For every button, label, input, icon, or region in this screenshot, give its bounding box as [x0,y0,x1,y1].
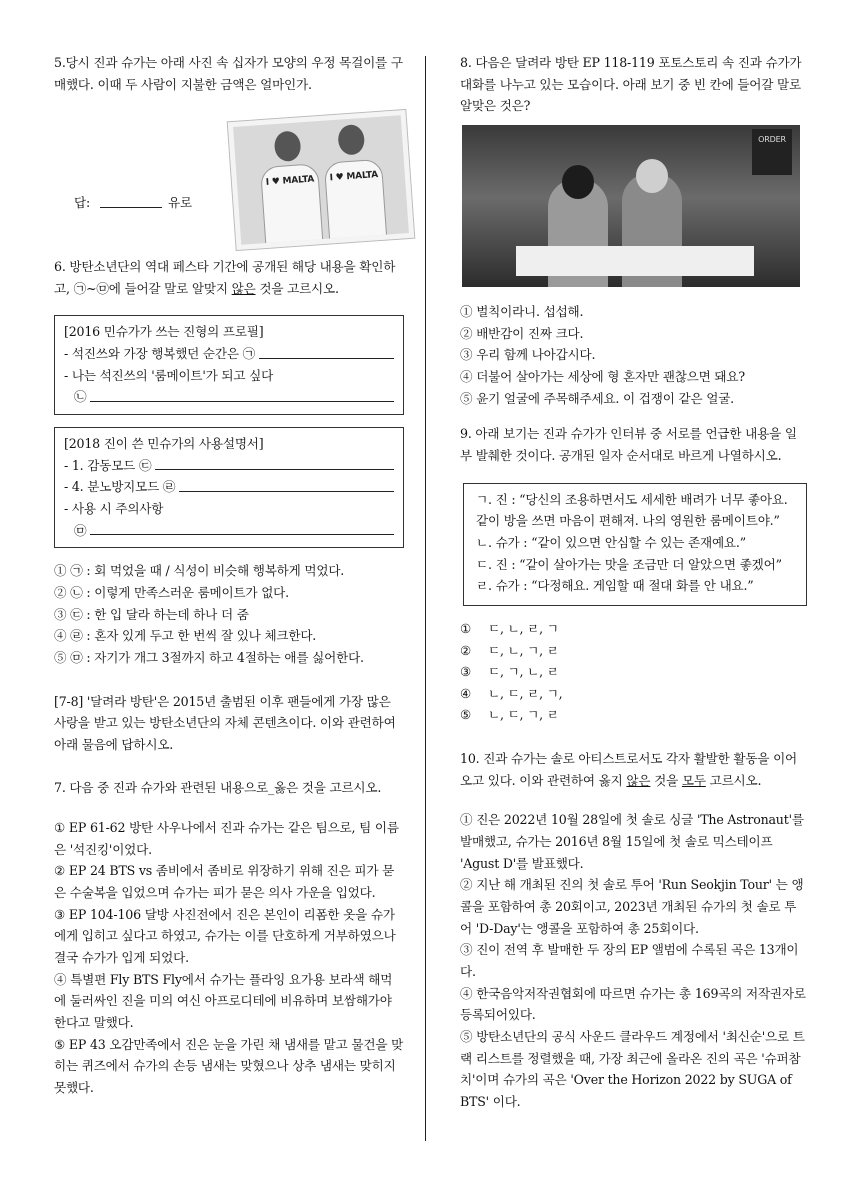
blank-line [90,387,394,402]
quote-box [463,483,807,606]
box-line: - 나는 석진쓰의 '룸메이트'가 되고 싶다 [64,367,274,383]
photo-shirt-text: I ♥ MALTA [324,159,388,245]
quote: ㄱ. 진 : “당신의 조용하면서도 세세한 배려가 너무 좋아요. 같이 방을 쓰면 마음이 편해져. 나의 영원한 룸메이트야.” [476,491,788,529]
box-line: - 석진쓰와 가장 행복했던 순간은 ㉠ [64,345,256,361]
question-6-option[interactable]: ② ㉡ : 이렇게 만족스러운 룸메이트가 없다. [54,584,289,600]
box-title: [2016 민슈가가 쓰는 진형의 프로필] [64,324,264,340]
blank-line [90,520,394,535]
photo-person-head [562,165,594,199]
question-5 [54,52,404,242]
quote: ㄹ. 슈가 : “다정해요. 게임할 때 절대 화를 안 내요.” [476,578,754,594]
answer-blank[interactable] [100,207,162,208]
box-title: [2018 진이 쓴 민슈가의 사용설명서] [64,435,264,451]
right-column [460,52,808,1113]
question-8-option[interactable]: ④ 더불어 살아가는 세상에 형 혼자만 괜찮으면 돼요? [460,368,745,384]
question-6-text: 6. 방탄소년단의 역대 페스타 기간에 공개된 해당 내용을 확인하고, ㉠~㉤에 들어갈 말로 알맞지 않은 것을 고르시오. [54,259,396,296]
left-column [54,52,404,1099]
photo-person-head [274,130,302,162]
answer-unit: 유로 [168,195,192,210]
question-9-option[interactable]: ④ ㄴ, ㄷ, ㄹ, ㄱ, [460,685,563,701]
question-6-option[interactable]: ④ ㉣ : 혼자 있게 두고 한 번씩 잘 있나 체크한다. [54,628,317,644]
question-7-option[interactable]: ① EP 61-62 방탄 사우나에서 진과 슈가는 같은 팀으로, 팀 이름은 '석진킹'이었다. [54,820,399,857]
question-10-text: 10. 진과 슈가는 솔로 아티스트로서도 각자 활발한 활동을 이어오고 있다. 이와 관련하여 옳지 않은 것을 모두 고르시오. [460,751,798,788]
question-10-option[interactable]: ① 진은 2022년 10월 28일에 첫 솔로 싱글 'The Astronaut'를 발매했고, 슈가는 2016년 8월 15일에 첫 솔로 믹스테이프 'Agust D'를 발표했다. [460,812,804,871]
column-divider [425,56,426,1141]
question-7 [54,777,404,1098]
question-9-text: 9. 아래 보기는 진과 슈가가 인터뷰 중 서로를 언급한 내용을 일부 발췌한 것이다. 공개된 일자 순서대로 바르게 나열하시오. [460,426,797,463]
photo-person-head [636,159,668,193]
question-10 [460,748,808,1113]
answer-line [74,192,192,214]
question-8-option[interactable]: ② 배반감이 진짜 크다. [460,325,584,341]
photostory-image [462,125,800,287]
question-9-option[interactable]: ② ㄷ, ㄴ, ㄱ, ㄹ [460,642,559,658]
box-line: ㉡ [74,389,87,405]
box-line: - 1. 감동모드 ㉢ [64,457,152,473]
question-9-option[interactable]: ① ㄷ, ㄴ, ㄹ, ㄱ [460,620,559,636]
question-6-option[interactable]: ③ ㉢ : 한 입 달라 하는데 하나 더 줌 [54,606,249,622]
profile-box-2016 [54,315,404,415]
question-5-text: 5.당시 진과 슈가는 아래 사진 속 십자가 모양의 우정 목걸이를 구매했다. 이때 두 사람이 지불한 금액은 얼마인가. [54,55,403,92]
question-10-option[interactable]: ④ 한국음악저작권협회에 따르면 슈가는 총 169곡의 저작권자로 등록되어있다. [460,985,806,1023]
blank-line [155,455,394,470]
question-8-option[interactable]: ① 벌칙이라니. 섭섭해. [460,303,584,319]
order-sign: ORDER [752,129,792,175]
question-7-option[interactable]: ③ EP 104-106 달방 사진전에서 진은 본인이 리폼한 옷을 슈가에게 입히고 싶다고 하였고, 슈가는 이를 단호하게 거부하였으나 결국 슈가가 입게 되었다. [54,906,396,966]
box-line: - 4. 분노방지모드 ㉣ [64,479,176,495]
question-8-option[interactable]: ③ 우리 함께 나아갑시다. [460,347,596,363]
question-10-option[interactable]: ③ 진이 전역 후 발매한 두 장의 EP 앨범에 수록된 곡은 13개이다. [460,942,799,980]
question-8 [460,52,808,409]
question-9-option[interactable]: ③ ㄷ, ㄱ, ㄴ, ㄹ [460,664,559,680]
box-line: ㉤ [74,522,87,538]
blank-line [179,477,394,492]
blank-caption-box [516,246,754,276]
question-9-option[interactable]: ⑤ ㄴ, ㄷ, ㄱ, ㄹ [460,707,559,723]
manual-box-2018 [54,427,404,548]
question-6-option[interactable]: ⑤ ㉤ : 자기가 개그 3절까지 하고 4절하는 애를 싫어한다. [54,649,364,665]
question-7-option[interactable]: ④ 특별편 Fly BTS Fly에서 슈가는 플라잉 요가용 보라색 해먹에 둘러싸인 진을 미의 여신 아프로디테에 비유하며 보쌈해가야 한다고 말했다. [54,971,393,1031]
intro-7-8: [7-8] '달려라 방탄'은 2015년 출범된 이후 팬들에게 가장 많은 사랑을 받고 있는 방탄소년단의 자체 콘텐츠이다. 이와 관련하여 아래 물음에 답하시오. [54,693,396,752]
question-8-text: 8. 다음은 달려라 방탄 EP 118-119 포토스토리 속 진과 슈가가 대화를 나누고 있는 모습이다. 아래 보기 중 빈 칸에 들어갈 말로 알맞은 것은? [460,55,802,114]
blank-line [259,344,394,359]
quote: ㄴ. 슈가 : “같이 있으면 안심할 수 있는 존재예요.” [476,534,746,550]
answer-label: 답: [74,195,91,210]
question-7-option[interactable]: ⑤ EP 43 오감만족에서 진은 눈을 가린 채 냄새를 맡고 물건을 맞히는 퀴즈에서 슈가의 손등 냄새는 맞혔으나 상추 냄새는 맞히지 못했다. [54,1036,404,1095]
question-8-option[interactable]: ⑤ 윤기 얼굴에 주목해주세요. 이 겁쟁이 같은 얼굴. [460,390,734,406]
box-line: - 사용 시 주의사항 [64,500,164,516]
question-10-option[interactable]: ② 지난 해 개최된 진의 첫 솔로 투어 'Run Seokjin Tour' 는 앵콜을 포함하여 총 20회이고, 2023년 개최된 슈가의 첫 솔로 투어 'D-Day'는 앵콜을 포함하여 총 25회이다. [460,877,804,936]
quote: ㄷ. 진 : “같이 살아가는 맛을 조금만 더 알았으면 좋겠어” [476,556,782,572]
question-7-text: 7. 다음 중 진과 슈가와 관련된 내용으로_옳은 것을 고르시오. [54,780,382,796]
question-7-option[interactable]: ② EP 24 BTS vs 좀비에서 좀비로 위장하기 위해 진은 피가 묻은 수술복을 입었으며 슈가는 피가 묻은 의사 가운을 입었다. [54,863,395,901]
photo-person-head [337,124,365,156]
question-6 [54,256,404,669]
question-6-option[interactable]: ① ㉠ : 회 먹었을 때 / 식성이 비슷해 행복하게 먹었다. [54,563,345,579]
question-9 [460,423,808,726]
photo-shirt-text: I ♥ MALTA [260,163,324,249]
malta-photo [228,110,414,250]
question-10-option[interactable]: ⑤ 방탄소년단의 공식 사운드 클라우드 계정에서 '최신순'으로 트랙 리스트를 정렬했을 때, 가장 최근에 올라온 진의 곡은 '슈퍼참치'이며 슈가의 곡은 'Over the Horizon 2022 by SUGA of BTS' 이다. [460,1029,805,1109]
